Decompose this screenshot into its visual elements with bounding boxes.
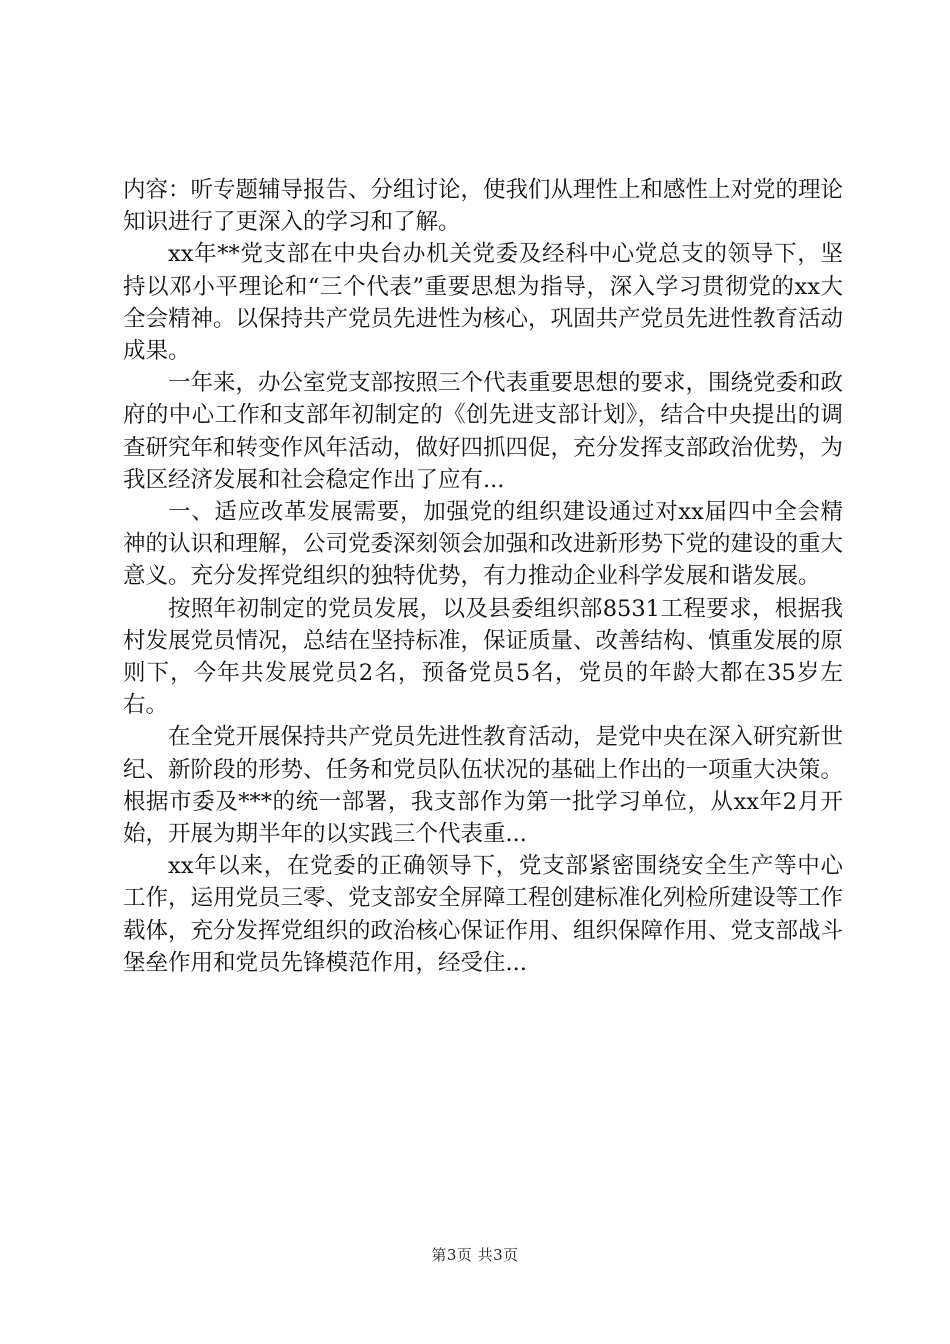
paragraph-7: xx年以来，在党委的正确领导下，党支部紧密围绕安全生产等中心工作，运用党员三零、党支部安全屏障工程创建标准化列检所建设等工作载体，充分发挥党组织的政治核心保证作用、组织保障作用、党支部战斗堡垒作用和党员先锋模范作用，经受住... <box>123 853 844 976</box>
paragraph-3: 一年来，办公室党支部按照三个代表重要思想的要求，围绕党委和政府的中心工作和支部年初制定的《创先进支部计划》，结合中央提出的调查研究年和转变作风年活动，做好四抓四促，充分发挥支部政治优势，为我区经济发展和社会稳定作出了应有... <box>123 370 844 493</box>
paragraph-1: 内容：听专题辅导报告、分组讨论，使我们从理性上和感性上对党的理论知识进行了更深入的学习和了解。 <box>123 177 844 236</box>
page-footer: 第3页 共3页 <box>431 1246 519 1264</box>
document-body <box>123 174 843 979</box>
paragraph-6: 在全党开展保持共产党员先进性教育活动，是党中央在深入研究新世纪、新阶段的形势、任务和党员队伍状况的基础上作出的一项重大决策。根据市委及***的统一部署，我支部作为第一批学习单位，从xx年2月开始，开展为期半年的以实践三个代表重... <box>123 724 844 848</box>
paragraph-4: 一、适应改革发展需要，加强党的组织建设通过对xx届四中全会精神的认识和理解，公司党委深刻领会加强和改进新形势下党的建设的重大意义。充分发挥党组织的独特优势，有力推动企业科学发展和谐发展。 <box>123 499 844 590</box>
paragraph-5: 按照年初制定的党员发展，以及县委组织部8531工程要求，根据我村发展党员情况，总结在坚持标准，保证质量、改善结构、慎重发展的原则下，今年共发展党员2名，预备党员5名，党员的年龄大都在35岁左右。 <box>123 595 844 719</box>
paragraph-2: xx年**党支部在中央台办机关党委及经科中心党总支的领导下，坚持以邓小平理论和“三个代表”重要思想为指导，深入学习贯彻党的xx大全会精神。以保持共产党员先进性为核心，巩固共产党员先进性教育活动成果。 <box>123 241 844 365</box>
